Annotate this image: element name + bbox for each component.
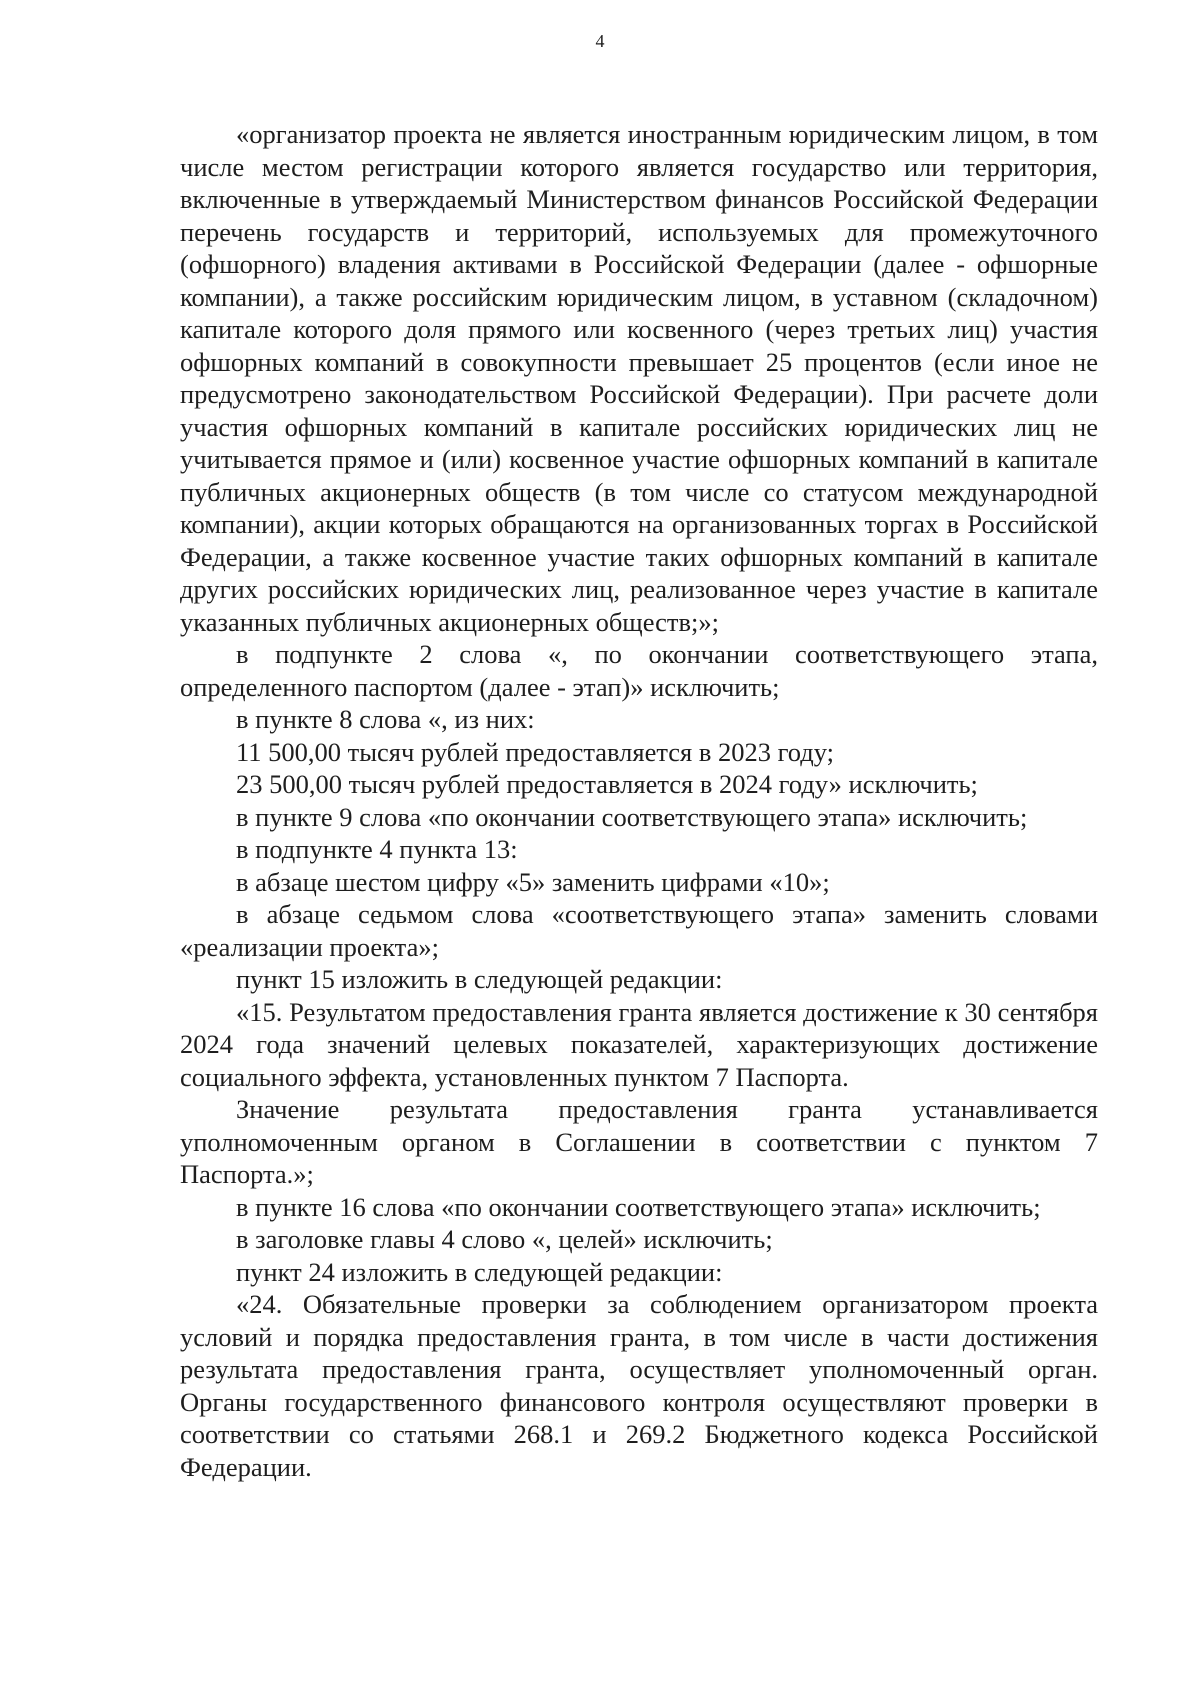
paragraph-seventh-abzac: в абзаце седьмом слова «соответствующего этапа» заменить словами «реализации проекта»;	[180, 899, 1098, 962]
paragraph-point-9: в пункте 9 слова «по окончании соответствующего этапа» исключить;	[236, 801, 1028, 832]
paragraph-result-value: Значение результата предоставления гранта устанавливается уполномоченным органом в Соглашении в соответствии с пунктом 7 Паспорта.»;	[180, 1094, 1098, 1189]
document-body	[180, 118, 1098, 1483]
page-number: 4	[595, 31, 605, 51]
paragraph-amount-2024: 23 500,00 тысяч рублей предоставляется в 2024 году» исключить;	[236, 769, 978, 799]
paragraph-chapter-4-title: в заголовке главы 4 слово «, целей» исключить;	[236, 1224, 773, 1254]
paragraph-point-15-text: «15. Результатом предоставления гранта является достижение к 30 сентября 2024 года значений целевых показателей, характеризующих достижение социального эффекта, установленных пунктом 7 Паспорта.	[180, 996, 1098, 1092]
paragraph-offshore-condition: «организатор проекта не является иностранным юридическим лицом, в том числе местом регистрации которого является государство или территория, включенные в утверждаемый Министерством финансов Российской Федерации перечень государств и территорий, используемых для промежуточного (офшорного) владения активами в Российской Федерации (далее - офшорные компании), а также российским юридическим лицом, в уставном (складочном) капитале которого доля прямого или косвенного (через третьих лиц) участия офшорных компаний в совокупности превышает 25 процентов (если иное не предусмотрено законодательством Российской Федерации). При расчете доли участия офшорных компаний в капитале российских юридических лиц не учитывается прямое и (или) косвенное участие офшорных компаний в капитале публичных акционерных обществ (в том числе со статусом международной компании), акции которых обращаются на организованных торгах в Российской Федерации, а также косвенное участие таких офшорных компаний в капитале других российских юридических лиц, реализованное через участие в капитале указанных публичных акционерных обществ;»;	[180, 119, 1098, 637]
paragraph-point-24-text: «24. Обязательные проверки за соблюдением организатором проекта условий и порядка предоставления гранта, в том числе в части достижения результата предоставления гранта, осуществляет уполномоченный орган. Органы государственного финансового контроля осуществляют проверки в соответствии со статьями 268.1 и 269.2 Бюджетного кодекса Российской Федерации.	[180, 1289, 1098, 1482]
paragraph-subpoint-4-point-13: в подпункте 4 пункта 13:	[236, 834, 518, 864]
paragraph-point-16: в пункте 16 слова «по окончании соответствующего этапа» исключить;	[236, 1191, 1041, 1222]
paragraph-point-8: в пункте 8 слова «, из них:	[236, 704, 535, 734]
paragraph-sixth-abzac: в абзаце шестом цифру «5» заменить цифрами «10»;	[236, 866, 830, 897]
paragraph-point-24-intro: пункт 24 изложить в следующей редакции:	[236, 1256, 723, 1287]
paragraph-point-15-intro: пункт 15 изложить в следующей редакции:	[236, 964, 723, 994]
paragraph-amount-2023: 11 500,00 тысяч рублей предоставляется в 2023 году;	[236, 736, 835, 767]
paragraph-subpoint-2: в подпункте 2 слова «, по окончании соответствующего этапа, определенного паспортом (далее - этап)» исключить;	[180, 639, 1098, 702]
